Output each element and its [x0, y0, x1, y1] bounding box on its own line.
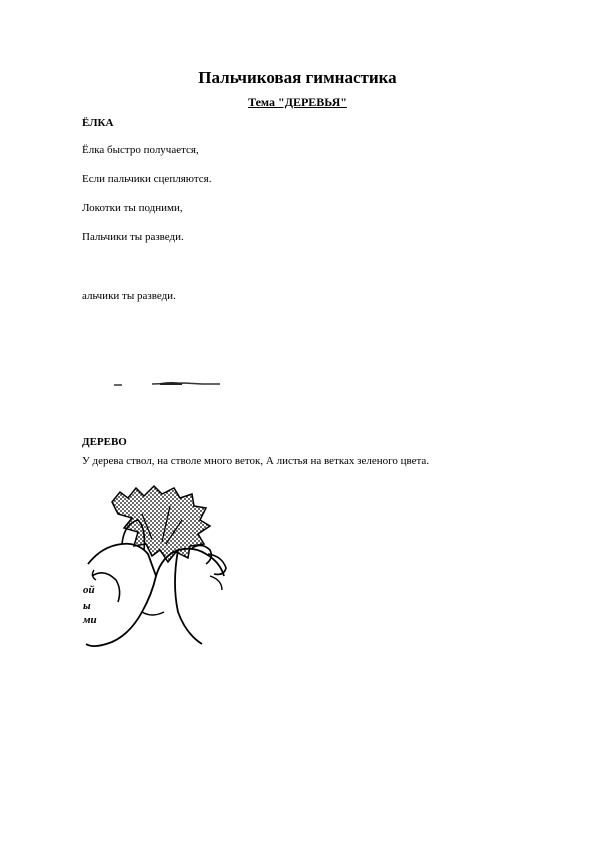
section-heading-elka: ЁЛКА	[82, 117, 114, 129]
poem-line-fragment: альчики ты разведи.	[82, 290, 176, 302]
figure-caption-fragment: ы	[83, 600, 91, 612]
page-title: Пальчиковая гимнастика	[198, 68, 397, 87]
poem-line: Пальчики ты разведи.	[82, 231, 184, 243]
figure-caption-fragment: ми	[83, 614, 97, 626]
poem-line: У дерева ствол, на стволе много веток, А листья на ветках зеленого цвета.	[82, 455, 430, 467]
page-subtitle: Тема "ДЕРЕВЬЯ"	[248, 95, 347, 109]
tree-hands-illustration	[82, 484, 232, 654]
figure-caption-fragment: ой	[83, 584, 95, 596]
poem-line: Локотки ты подними,	[82, 202, 183, 214]
section-heading-derevo: ДЕРЕВО	[82, 436, 127, 448]
image-fragment	[112, 380, 222, 388]
poem-line: Ёлка быстро получается,	[82, 144, 199, 156]
poem-line: Если пальчики сцепляются.	[82, 173, 212, 185]
